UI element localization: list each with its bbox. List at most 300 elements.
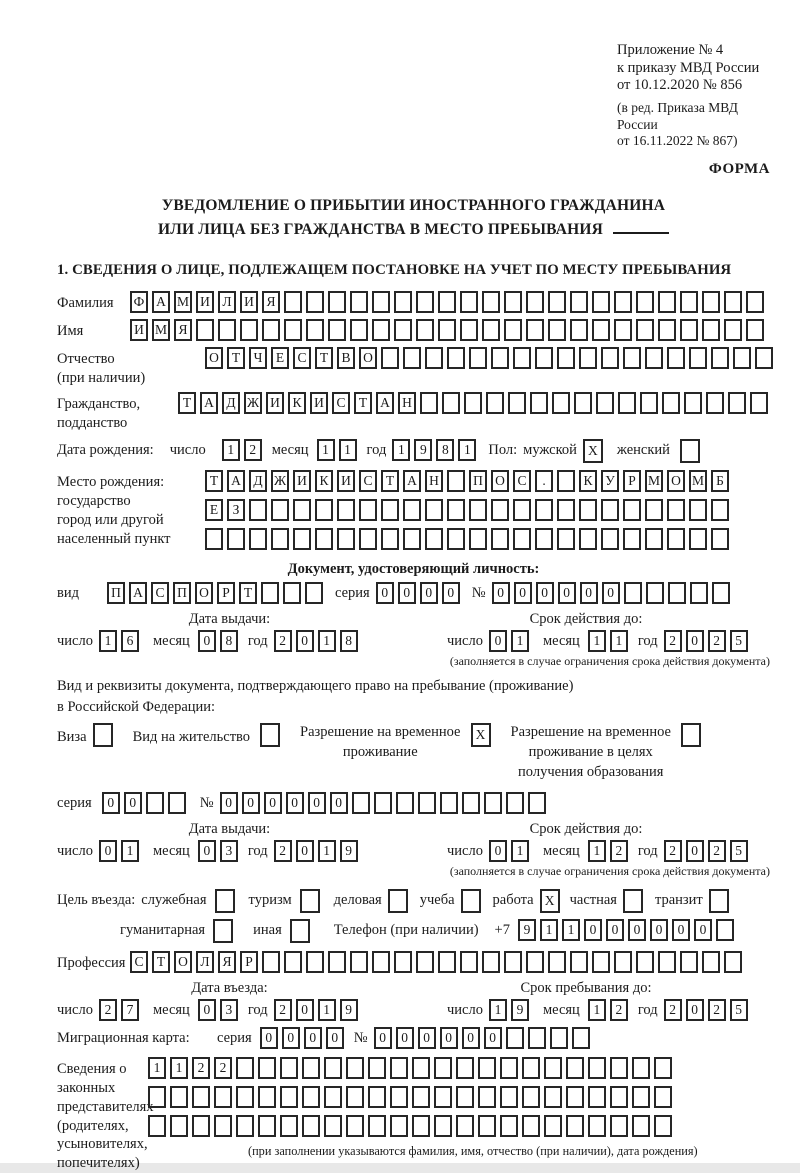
char-cell[interactable]: 2: [610, 840, 628, 862]
char-cell[interactable]: [706, 392, 724, 414]
char-cell[interactable]: 2: [192, 1057, 210, 1079]
char-cell[interactable]: [504, 951, 522, 973]
char-cell[interactable]: О: [359, 347, 377, 369]
title-underline-blank[interactable]: [613, 232, 669, 234]
char-cell[interactable]: [601, 528, 619, 550]
char-cell[interactable]: 1: [540, 919, 558, 941]
char-cell[interactable]: [526, 319, 544, 341]
char-cell[interactable]: 0: [606, 919, 624, 941]
char-cell[interactable]: [396, 792, 414, 814]
char-cell[interactable]: [535, 499, 553, 521]
char-cell[interactable]: [416, 319, 434, 341]
char-cell[interactable]: [283, 582, 301, 604]
char-cell[interactable]: А: [129, 582, 147, 604]
char-cell[interactable]: [293, 528, 311, 550]
char-cell[interactable]: [579, 528, 597, 550]
char-cell[interactable]: [526, 951, 544, 973]
char-cell[interactable]: Т: [152, 951, 170, 973]
char-cell[interactable]: 2: [274, 630, 292, 652]
char-cell[interactable]: [359, 528, 377, 550]
char-cell[interactable]: 0: [484, 1027, 502, 1049]
char-cell[interactable]: [689, 499, 707, 521]
char-cell[interactable]: О: [667, 470, 685, 492]
char-cell[interactable]: [372, 291, 390, 313]
char-cell[interactable]: [596, 392, 614, 414]
char-cell[interactable]: [636, 951, 654, 973]
char-cell[interactable]: 1: [392, 439, 410, 461]
char-cell[interactable]: [306, 291, 324, 313]
char-cell[interactable]: [262, 951, 280, 973]
char-cell[interactable]: [482, 291, 500, 313]
char-cell[interactable]: [478, 1086, 496, 1108]
char-cell[interactable]: 2: [214, 1057, 232, 1079]
char-cell[interactable]: Ч: [249, 347, 267, 369]
char-cell[interactable]: Р: [623, 470, 641, 492]
char-cell[interactable]: И: [310, 392, 328, 414]
char-cell[interactable]: [425, 499, 443, 521]
char-cell[interactable]: 2: [664, 630, 682, 652]
char-cell[interactable]: 1: [511, 630, 529, 652]
char-cell[interactable]: [478, 1057, 496, 1079]
char-cell[interactable]: [579, 499, 597, 521]
char-cell[interactable]: [618, 392, 636, 414]
char-cell[interactable]: [709, 889, 729, 913]
char-cell[interactable]: [438, 319, 456, 341]
char-cell[interactable]: 0: [420, 582, 438, 604]
char-cell[interactable]: [469, 528, 487, 550]
char-cell[interactable]: Н: [398, 392, 416, 414]
char-cell[interactable]: 0: [264, 792, 282, 814]
char-cell[interactable]: 0: [124, 792, 142, 814]
char-cell[interactable]: [305, 582, 323, 604]
char-cell[interactable]: 0: [686, 630, 704, 652]
char-cell[interactable]: [196, 319, 214, 341]
char-cell[interactable]: [359, 499, 377, 521]
char-cell[interactable]: [214, 1115, 232, 1137]
char-cell[interactable]: [544, 1057, 562, 1079]
char-cell[interactable]: 0: [260, 1027, 278, 1049]
char-cell[interactable]: А: [152, 291, 170, 313]
char-cell[interactable]: [262, 319, 280, 341]
char-cell[interactable]: Б: [711, 470, 729, 492]
char-cell[interactable]: [352, 792, 370, 814]
char-cell[interactable]: [236, 1115, 254, 1137]
char-cell[interactable]: [681, 723, 701, 747]
char-cell[interactable]: [418, 792, 436, 814]
char-cell[interactable]: [601, 347, 619, 369]
char-cell[interactable]: 8: [436, 439, 454, 461]
char-cell[interactable]: 0: [398, 582, 416, 604]
char-cell[interactable]: [205, 528, 223, 550]
char-cell[interactable]: 1: [148, 1057, 166, 1079]
char-cell[interactable]: [328, 319, 346, 341]
char-cell[interactable]: [711, 499, 729, 521]
char-cell[interactable]: [724, 319, 742, 341]
char-cell[interactable]: О: [205, 347, 223, 369]
char-cell[interactable]: [249, 499, 267, 521]
char-cell[interactable]: [328, 951, 346, 973]
char-cell[interactable]: [667, 347, 685, 369]
char-cell[interactable]: 0: [296, 840, 314, 862]
char-cell[interactable]: [491, 499, 509, 521]
char-cell[interactable]: 0: [198, 840, 216, 862]
char-cell[interactable]: Е: [205, 499, 223, 521]
char-cell[interactable]: [403, 528, 421, 550]
char-cell[interactable]: [293, 499, 311, 521]
char-cell[interactable]: .: [535, 470, 553, 492]
char-cell[interactable]: [425, 347, 443, 369]
char-cell[interactable]: Я: [218, 951, 236, 973]
char-cell[interactable]: 2: [664, 840, 682, 862]
char-cell[interactable]: В: [337, 347, 355, 369]
char-cell[interactable]: Ж: [244, 392, 262, 414]
char-cell[interactable]: [302, 1057, 320, 1079]
char-cell[interactable]: [592, 291, 610, 313]
char-cell[interactable]: [513, 499, 531, 521]
char-cell[interactable]: С: [293, 347, 311, 369]
char-cell[interactable]: [654, 1057, 672, 1079]
char-cell[interactable]: Т: [178, 392, 196, 414]
char-cell[interactable]: [249, 528, 267, 550]
char-cell[interactable]: 0: [492, 582, 510, 604]
char-cell[interactable]: 3: [220, 999, 238, 1021]
char-cell[interactable]: [328, 291, 346, 313]
char-cell[interactable]: [478, 1115, 496, 1137]
char-cell[interactable]: [733, 347, 751, 369]
char-cell[interactable]: 1: [99, 630, 117, 652]
char-cell[interactable]: [658, 319, 676, 341]
char-cell[interactable]: [434, 1086, 452, 1108]
char-cell[interactable]: [508, 392, 526, 414]
char-cell[interactable]: [500, 1086, 518, 1108]
char-cell[interactable]: С: [359, 470, 377, 492]
char-cell[interactable]: [588, 1115, 606, 1137]
char-cell[interactable]: [506, 792, 524, 814]
char-cell[interactable]: 2: [274, 840, 292, 862]
char-cell[interactable]: [381, 499, 399, 521]
char-cell[interactable]: И: [293, 470, 311, 492]
char-cell[interactable]: 5: [730, 840, 748, 862]
char-cell[interactable]: [374, 792, 392, 814]
char-cell[interactable]: [460, 319, 478, 341]
char-cell[interactable]: [461, 889, 481, 913]
char-cell[interactable]: 1: [339, 439, 357, 461]
char-cell[interactable]: 0: [296, 630, 314, 652]
char-cell[interactable]: [557, 470, 575, 492]
char-cell[interactable]: 0: [304, 1027, 322, 1049]
char-cell[interactable]: 0: [602, 582, 620, 604]
char-cell[interactable]: М: [645, 470, 663, 492]
char-cell[interactable]: [684, 392, 702, 414]
char-cell[interactable]: [372, 319, 390, 341]
char-cell[interactable]: [680, 319, 698, 341]
char-cell[interactable]: 0: [296, 999, 314, 1021]
char-cell[interactable]: [469, 499, 487, 521]
char-cell[interactable]: 0: [220, 792, 238, 814]
char-cell[interactable]: [368, 1057, 386, 1079]
char-cell[interactable]: [416, 951, 434, 973]
char-cell[interactable]: [447, 347, 465, 369]
char-cell[interactable]: [460, 951, 478, 973]
char-cell[interactable]: 1: [489, 999, 507, 1021]
char-cell[interactable]: [636, 319, 654, 341]
char-cell[interactable]: 0: [489, 630, 507, 652]
char-cell[interactable]: Т: [315, 347, 333, 369]
char-cell[interactable]: [213, 919, 233, 943]
char-cell[interactable]: 0: [374, 1027, 392, 1049]
char-cell[interactable]: [146, 792, 164, 814]
char-cell[interactable]: 1: [318, 840, 336, 862]
char-cell[interactable]: [645, 499, 663, 521]
char-cell[interactable]: [390, 1086, 408, 1108]
char-cell[interactable]: X: [471, 723, 491, 747]
char-cell[interactable]: [689, 347, 707, 369]
char-cell[interactable]: [460, 291, 478, 313]
char-cell[interactable]: [240, 319, 258, 341]
char-cell[interactable]: [420, 392, 438, 414]
char-cell[interactable]: [315, 499, 333, 521]
char-cell[interactable]: 2: [244, 439, 262, 461]
char-cell[interactable]: [403, 347, 421, 369]
char-cell[interactable]: 1: [318, 999, 336, 1021]
char-cell[interactable]: 0: [584, 919, 602, 941]
char-cell[interactable]: [522, 1057, 540, 1079]
char-cell[interactable]: [570, 951, 588, 973]
char-cell[interactable]: [168, 792, 186, 814]
char-cell[interactable]: С: [332, 392, 350, 414]
char-cell[interactable]: [491, 528, 509, 550]
char-cell[interactable]: [456, 1115, 474, 1137]
char-cell[interactable]: 0: [462, 1027, 480, 1049]
char-cell[interactable]: [482, 319, 500, 341]
char-cell[interactable]: [447, 528, 465, 550]
char-cell[interactable]: 5: [730, 999, 748, 1021]
char-cell[interactable]: [623, 499, 641, 521]
char-cell[interactable]: [258, 1057, 276, 1079]
char-cell[interactable]: 1: [170, 1057, 188, 1079]
char-cell[interactable]: [442, 392, 460, 414]
char-cell[interactable]: 0: [694, 919, 712, 941]
char-cell[interactable]: Ф: [130, 291, 148, 313]
char-cell[interactable]: 1: [318, 630, 336, 652]
char-cell[interactable]: [526, 291, 544, 313]
char-cell[interactable]: [579, 347, 597, 369]
char-cell[interactable]: [557, 528, 575, 550]
char-cell[interactable]: 1: [222, 439, 240, 461]
char-cell[interactable]: Т: [354, 392, 372, 414]
char-cell[interactable]: 1: [588, 840, 606, 862]
char-cell[interactable]: 3: [220, 840, 238, 862]
char-cell[interactable]: Е: [271, 347, 289, 369]
char-cell[interactable]: [680, 951, 698, 973]
char-cell[interactable]: [654, 1115, 672, 1137]
char-cell[interactable]: З: [227, 499, 245, 521]
char-cell[interactable]: 1: [588, 630, 606, 652]
char-cell[interactable]: [280, 1115, 298, 1137]
char-cell[interactable]: [390, 1115, 408, 1137]
char-cell[interactable]: 0: [282, 1027, 300, 1049]
char-cell[interactable]: [170, 1086, 188, 1108]
char-cell[interactable]: [667, 499, 685, 521]
char-cell[interactable]: [632, 1115, 650, 1137]
char-cell[interactable]: [522, 1115, 540, 1137]
char-cell[interactable]: [258, 1115, 276, 1137]
char-cell[interactable]: 0: [558, 582, 576, 604]
char-cell[interactable]: [658, 951, 676, 973]
char-cell[interactable]: [390, 1057, 408, 1079]
char-cell[interactable]: [337, 528, 355, 550]
char-cell[interactable]: [261, 582, 279, 604]
char-cell[interactable]: [522, 1086, 540, 1108]
char-cell[interactable]: [227, 528, 245, 550]
char-cell[interactable]: [680, 291, 698, 313]
char-cell[interactable]: [260, 723, 280, 747]
char-cell[interactable]: [667, 528, 685, 550]
char-cell[interactable]: [557, 347, 575, 369]
char-cell[interactable]: [750, 392, 768, 414]
char-cell[interactable]: 0: [580, 582, 598, 604]
char-cell[interactable]: [412, 1086, 430, 1108]
char-cell[interactable]: 1: [588, 999, 606, 1021]
char-cell[interactable]: [544, 1115, 562, 1137]
char-cell[interactable]: Р: [217, 582, 235, 604]
char-cell[interactable]: [416, 291, 434, 313]
char-cell[interactable]: [350, 291, 368, 313]
char-cell[interactable]: О: [195, 582, 213, 604]
char-cell[interactable]: 2: [708, 840, 726, 862]
char-cell[interactable]: [394, 291, 412, 313]
char-cell[interactable]: П: [107, 582, 125, 604]
char-cell[interactable]: [170, 1115, 188, 1137]
char-cell[interactable]: М: [152, 319, 170, 341]
char-cell[interactable]: [214, 1086, 232, 1108]
char-cell[interactable]: [403, 499, 421, 521]
char-cell[interactable]: [271, 528, 289, 550]
char-cell[interactable]: [646, 582, 664, 604]
char-cell[interactable]: [456, 1057, 474, 1079]
char-cell[interactable]: [434, 1057, 452, 1079]
char-cell[interactable]: 2: [99, 999, 117, 1021]
char-cell[interactable]: [500, 1115, 518, 1137]
char-cell[interactable]: [302, 1115, 320, 1137]
char-cell[interactable]: [535, 347, 553, 369]
char-cell[interactable]: [324, 1115, 342, 1137]
char-cell[interactable]: [284, 951, 302, 973]
char-cell[interactable]: [440, 792, 458, 814]
char-cell[interactable]: [346, 1057, 364, 1079]
char-cell[interactable]: 0: [396, 1027, 414, 1049]
char-cell[interactable]: [728, 392, 746, 414]
char-cell[interactable]: [93, 723, 113, 747]
char-cell[interactable]: 1: [317, 439, 335, 461]
char-cell[interactable]: [528, 1027, 546, 1049]
char-cell[interactable]: 1: [610, 630, 628, 652]
char-cell[interactable]: [368, 1086, 386, 1108]
char-cell[interactable]: 2: [274, 999, 292, 1021]
char-cell[interactable]: [381, 528, 399, 550]
char-cell[interactable]: [306, 319, 324, 341]
char-cell[interactable]: [425, 528, 443, 550]
char-cell[interactable]: [447, 470, 465, 492]
char-cell[interactable]: 0: [376, 582, 394, 604]
char-cell[interactable]: [566, 1086, 584, 1108]
char-cell[interactable]: О: [491, 470, 509, 492]
char-cell[interactable]: Л: [218, 291, 236, 313]
char-cell[interactable]: 9: [340, 840, 358, 862]
char-cell[interactable]: С: [130, 951, 148, 973]
char-cell[interactable]: [302, 1086, 320, 1108]
char-cell[interactable]: [192, 1086, 210, 1108]
char-cell[interactable]: [394, 951, 412, 973]
char-cell[interactable]: [368, 1115, 386, 1137]
char-cell[interactable]: [566, 1057, 584, 1079]
char-cell[interactable]: [712, 582, 730, 604]
char-cell[interactable]: [513, 528, 531, 550]
char-cell[interactable]: [350, 951, 368, 973]
char-cell[interactable]: 0: [102, 792, 120, 814]
char-cell[interactable]: [746, 291, 764, 313]
char-cell[interactable]: [388, 889, 408, 913]
char-cell[interactable]: [218, 319, 236, 341]
char-cell[interactable]: [645, 347, 663, 369]
char-cell[interactable]: 7: [121, 999, 139, 1021]
char-cell[interactable]: 1: [121, 840, 139, 862]
char-cell[interactable]: Т: [227, 347, 245, 369]
char-cell[interactable]: [550, 1027, 568, 1049]
char-cell[interactable]: [464, 392, 482, 414]
char-cell[interactable]: [236, 1057, 254, 1079]
char-cell[interactable]: 9: [518, 919, 536, 941]
char-cell[interactable]: И: [266, 392, 284, 414]
char-cell[interactable]: [324, 1057, 342, 1079]
char-cell[interactable]: 8: [340, 630, 358, 652]
char-cell[interactable]: [623, 528, 641, 550]
char-cell[interactable]: [434, 1115, 452, 1137]
char-cell[interactable]: [215, 889, 235, 913]
char-cell[interactable]: 2: [664, 999, 682, 1021]
char-cell[interactable]: [668, 582, 686, 604]
char-cell[interactable]: М: [174, 291, 192, 313]
char-cell[interactable]: [702, 951, 720, 973]
char-cell[interactable]: М: [689, 470, 707, 492]
char-cell[interactable]: 1: [511, 840, 529, 862]
char-cell[interactable]: [544, 1086, 562, 1108]
char-cell[interactable]: [535, 528, 553, 550]
char-cell[interactable]: 2: [610, 999, 628, 1021]
char-cell[interactable]: [654, 1086, 672, 1108]
char-cell[interactable]: 0: [330, 792, 348, 814]
char-cell[interactable]: [300, 889, 320, 913]
char-cell[interactable]: [557, 499, 575, 521]
char-cell[interactable]: А: [403, 470, 421, 492]
char-cell[interactable]: Я: [174, 319, 192, 341]
char-cell[interactable]: К: [315, 470, 333, 492]
char-cell[interactable]: [315, 528, 333, 550]
char-cell[interactable]: [484, 792, 502, 814]
char-cell[interactable]: [592, 951, 610, 973]
char-cell[interactable]: П: [173, 582, 191, 604]
char-cell[interactable]: 0: [326, 1027, 344, 1049]
char-cell[interactable]: [280, 1086, 298, 1108]
char-cell[interactable]: К: [288, 392, 306, 414]
char-cell[interactable]: [614, 319, 632, 341]
char-cell[interactable]: Т: [239, 582, 257, 604]
char-cell[interactable]: Я: [262, 291, 280, 313]
char-cell[interactable]: [610, 1115, 628, 1137]
char-cell[interactable]: Л: [196, 951, 214, 973]
char-cell[interactable]: [658, 291, 676, 313]
char-cell[interactable]: 2: [708, 630, 726, 652]
